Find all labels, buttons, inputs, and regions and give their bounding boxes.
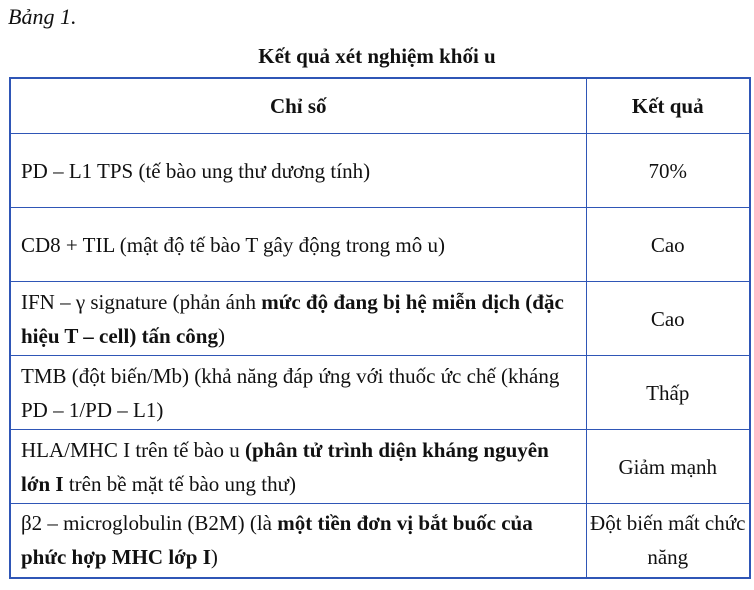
- results-table: [9, 77, 751, 579]
- indicator-cell: [10, 356, 586, 430]
- result-cell: Đột biến mất chức năng: [586, 504, 750, 578]
- result-cell: Cao: [586, 208, 750, 282]
- table-title: Kết quả xét nghiệm khối u: [258, 44, 496, 68]
- table-row: [10, 208, 750, 282]
- indicator-text: một tiền đơn vị bắt buốc của phức hợp MHC lớp I: [21, 511, 533, 570]
- table-row: [10, 134, 750, 208]
- indicator-text: ): [210, 545, 218, 570]
- header-result: Kết quả: [586, 78, 750, 134]
- result-cell: Cao: [586, 282, 750, 356]
- table-row: [10, 504, 750, 578]
- table-row: [10, 430, 750, 504]
- table-caption: Bảng 1.: [8, 4, 77, 29]
- indicator-text: TMB (đột biến/Mb) (khả năng đáp ứng với thuốc ức chế (kháng PD – 1/PD – L1): [21, 363, 560, 422]
- indicator-text: CD8 + TIL (mật độ tế bào T gây động trong mô u): [21, 232, 446, 257]
- indicator-cell: [10, 282, 586, 356]
- indicator-text: trên bề mặt tế bào ung thư): [63, 471, 296, 496]
- indicator-cell: [10, 430, 586, 504]
- indicator-text: PD – L1 TPS (tế bào ung thư dương tính): [21, 158, 371, 183]
- indicator-text: (phân tử trình diện kháng nguyên lớn I: [21, 437, 549, 496]
- header-indicator: Chỉ số: [10, 78, 586, 134]
- result-cell: Thấp: [586, 356, 750, 430]
- indicator-text: mức độ đang bị hệ miễn dịch (đặc hiệu T – cell) tấn công: [21, 289, 564, 348]
- table-row: [10, 282, 750, 356]
- result-cell: 70%: [586, 134, 750, 208]
- indicator-text: ): [218, 323, 225, 348]
- indicator-cell: [10, 134, 586, 208]
- result-cell: Giảm mạnh: [586, 430, 750, 504]
- indicator-text: β2 – microglobulin (B2M) (là: [21, 511, 278, 536]
- indicator-cell: [10, 208, 586, 282]
- table-header-row: [10, 78, 750, 134]
- table-row: [10, 356, 750, 430]
- indicator-text: HLA/MHC I trên tế bào u: [21, 437, 245, 462]
- indicator-cell: [10, 504, 586, 578]
- indicator-text: IFN – γ signature (phản ánh: [21, 289, 262, 314]
